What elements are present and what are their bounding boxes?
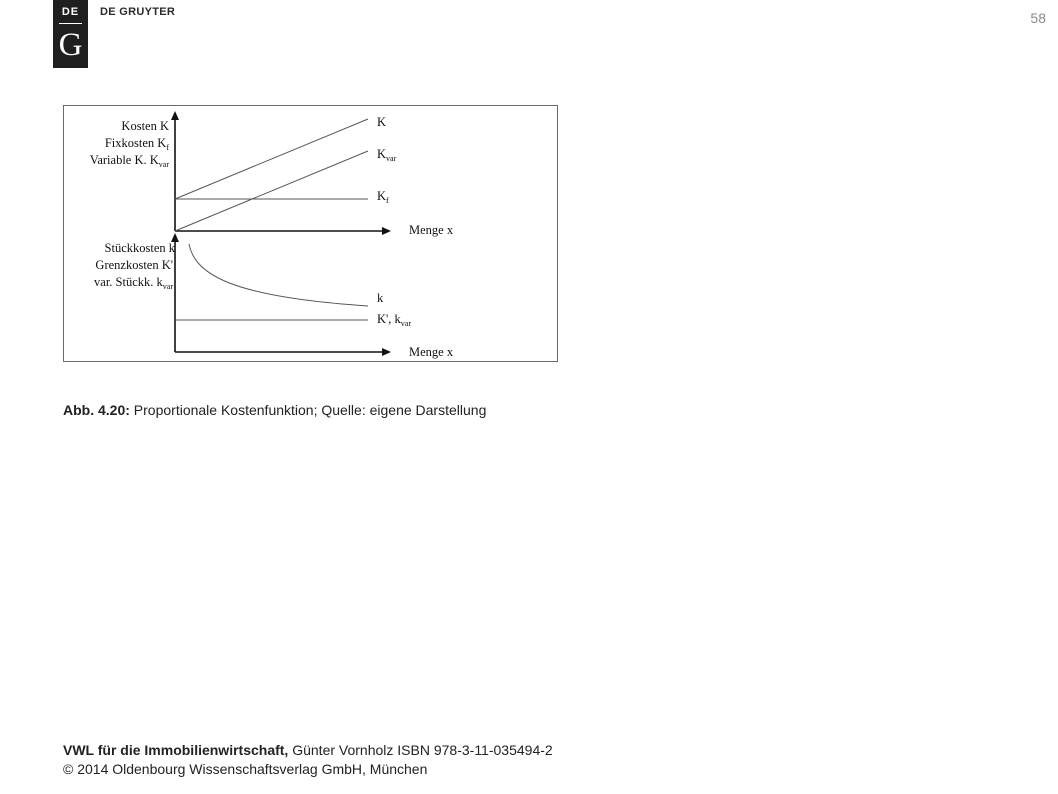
footer-citation-line [63, 741, 553, 760]
cost-function-diagram [63, 105, 558, 362]
upper-x-axis-label: Menge x [409, 223, 454, 237]
page-footer [63, 741, 553, 779]
book-title: VWL für die Immobilienwirtschaft, [63, 742, 289, 758]
copyright-line: © 2014 Oldenbourg Wissenschaftsverlag GmbH, München [63, 761, 428, 777]
curve-label-marginal: K', $k_{var}$ [377, 312, 411, 328]
page-number: 58 [1030, 10, 1046, 26]
caption-text: Proportionale Kostenfunktion; Quelle: eigene Darstellung [133, 402, 487, 418]
logo-divider [59, 23, 82, 24]
logo-de-text: DE [61, 6, 80, 18]
curve-label-kf: $K_f$ [377, 189, 389, 205]
curve-label-unit-cost: k [377, 291, 384, 305]
upper-y-label-1: Kosten K [121, 119, 169, 133]
logo-g-letter: G [58, 27, 83, 63]
lower-x-axis-label: Menge x [409, 345, 454, 359]
book-meta: Günter Vornholz ISBN 978-3-11-035494-2 [292, 742, 553, 758]
caption-label: Abb. 4.20: [63, 402, 130, 418]
upper-y-label-3: Variable K. $K_{var}$ [89, 153, 169, 169]
upper-y-label-2: Fixkosten $K_f$ [104, 136, 169, 152]
publisher-logo [53, 0, 88, 68]
lower-y-label-1: Stückkosten k [104, 241, 175, 255]
curve-label-kvar: $K_{var}$ [377, 147, 397, 163]
lower-y-label-2: Grenzkosten K' [95, 258, 173, 272]
lower-y-label-3: var. Stückk. $k_{var}$ [94, 275, 173, 291]
curve-label-k: K [377, 115, 387, 129]
cost-function-figure [63, 105, 558, 362]
figure-caption [63, 402, 486, 418]
publisher-name: DE GRUYTER [100, 6, 176, 18]
